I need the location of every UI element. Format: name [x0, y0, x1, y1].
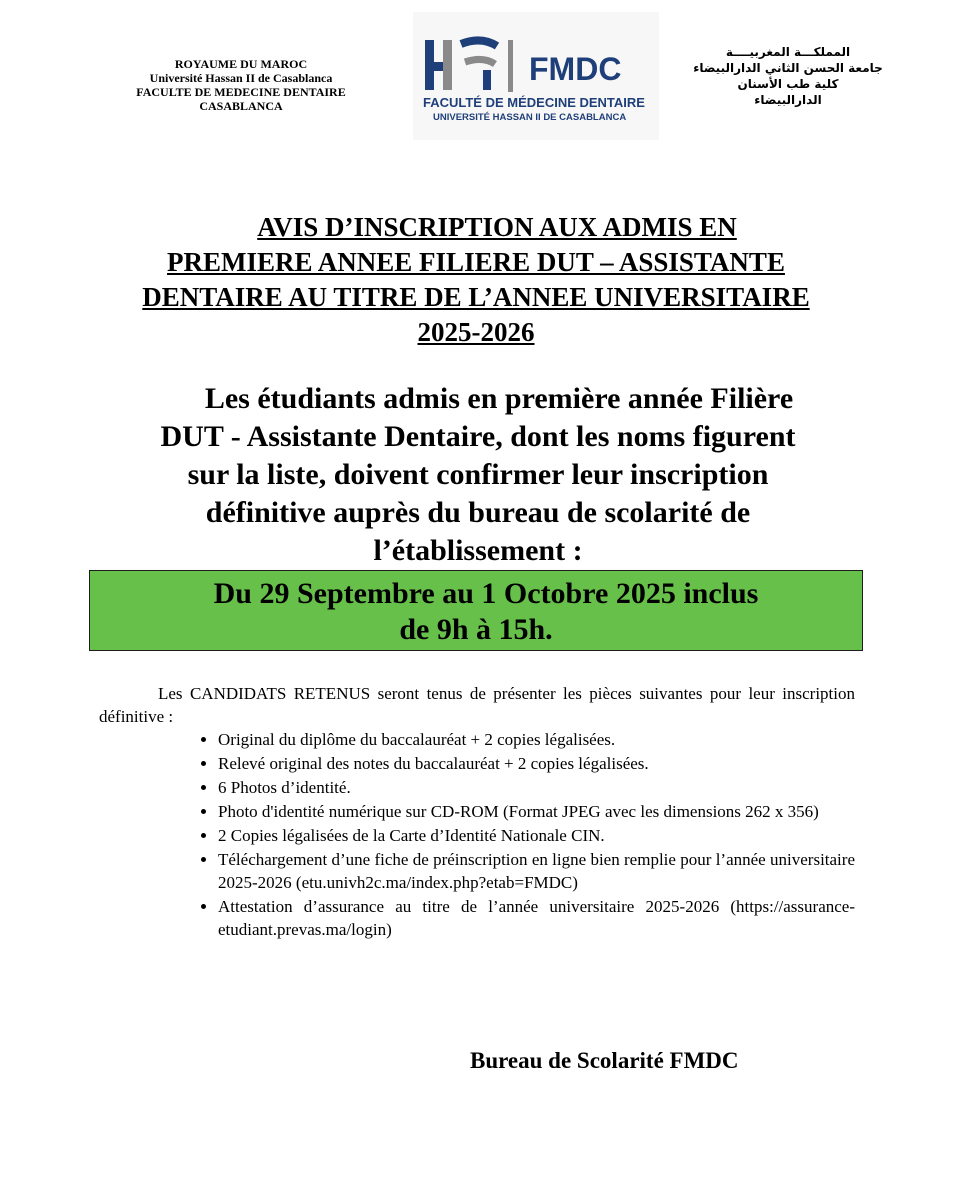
header-fr-line: FACULTE DE MEDECINE DENTAIRE: [136, 85, 346, 99]
time-range: de 9h à 15h.: [399, 613, 553, 646]
intro-line: définitive auprès du bureau de scolarité de: [205, 496, 751, 529]
list-item: • 2 Copies légalisées de la Carte d’Identité Nationale CIN.: [218, 824, 855, 847]
header-ar-line: جامعة الحسن الثاني الدارالبيضاء: [693, 61, 883, 75]
logo-divider: [508, 40, 513, 92]
intro-line: DUT - Assistante Dentaire, dont les noms figurent: [160, 420, 796, 453]
header-fr-line: Université Hassan II de Casablanca: [149, 71, 333, 85]
list-item: • Relevé original des notes du baccalauréat + 2 copies légalisées.: [218, 752, 855, 775]
requirements-list: [99, 728, 855, 941]
logo-line-1: FACULTÉ DE MÉDECINE DENTAIRE: [423, 95, 645, 110]
title-line: AVIS D’INSCRIPTION AUX ADMIS EN: [257, 212, 737, 242]
header-ar-line: المملكـــة المغربيــــة: [725, 45, 851, 59]
list-item: • Photo d'identité numérique sur CD-ROM (Format JPEG avec les dimensions 262 x 356): [218, 800, 855, 823]
header-ar-line: الدارالبيضاء: [754, 93, 822, 107]
logo-acronym: FMDC: [529, 51, 622, 87]
header-fr-line: CASABLANCA: [199, 99, 283, 113]
logo-line-2: UNIVERSITÉ HASSAN II DE CASABLANCA: [433, 112, 627, 123]
arabic-header: [668, 44, 908, 108]
header-fr-line: ROYAUME DU MAROC: [174, 57, 308, 71]
fmdc-logo-graphic: [413, 12, 659, 140]
tooth-emblem-icon: [425, 40, 497, 90]
intro-line: sur la liste, doivent confirmer leur inscription: [187, 458, 769, 491]
signature: Bureau de Scolarité FMDC: [470, 1048, 739, 1073]
list-item: • Téléchargement d’une fiche de préinscription en ligne bien remplie pour l’année universitaire 2025-2026 (etu.univh2c.ma/index.php?etab=FMDC): [218, 848, 855, 894]
header-ar-line: كلية طب الأسنان: [737, 77, 839, 91]
title-line: DENTAIRE AU TITRE DE L’ANNEE UNIVERSITAIRE: [142, 282, 810, 312]
list-item: • 6 Photos d’identité.: [218, 776, 855, 799]
intro-line: l’établissement :: [373, 534, 583, 567]
title-line: 2025-2026: [417, 317, 535, 347]
french-header: [96, 57, 386, 113]
title-line: PREMIERE ANNEE FILIERE DUT – ASSISTANTE: [167, 247, 785, 277]
registration-dates-box: [89, 570, 863, 651]
list-item: • Original du diplôme du baccalauréat + 2 copies légalisées.: [218, 728, 855, 751]
intro-paragraph: [108, 380, 848, 570]
intro-line: Les étudiants admis en première année Filière: [204, 382, 794, 415]
list-item: • Attestation d’assurance au titre de l’année universitaire 2025-2026 (https://assurance-etudiant.prevas.ma/login): [218, 895, 855, 941]
requirements-lead: Les CANDIDATS RETENUS seront tenus de présenter les pièces suivantes pour leur inscription définitive :: [99, 684, 855, 726]
date-range: Du 29 Septembre au 1 Octobre 2025 inclus: [213, 577, 759, 610]
requirements-section: [99, 682, 855, 942]
fmdc-logo: [413, 12, 659, 140]
notice-title: [90, 210, 862, 350]
